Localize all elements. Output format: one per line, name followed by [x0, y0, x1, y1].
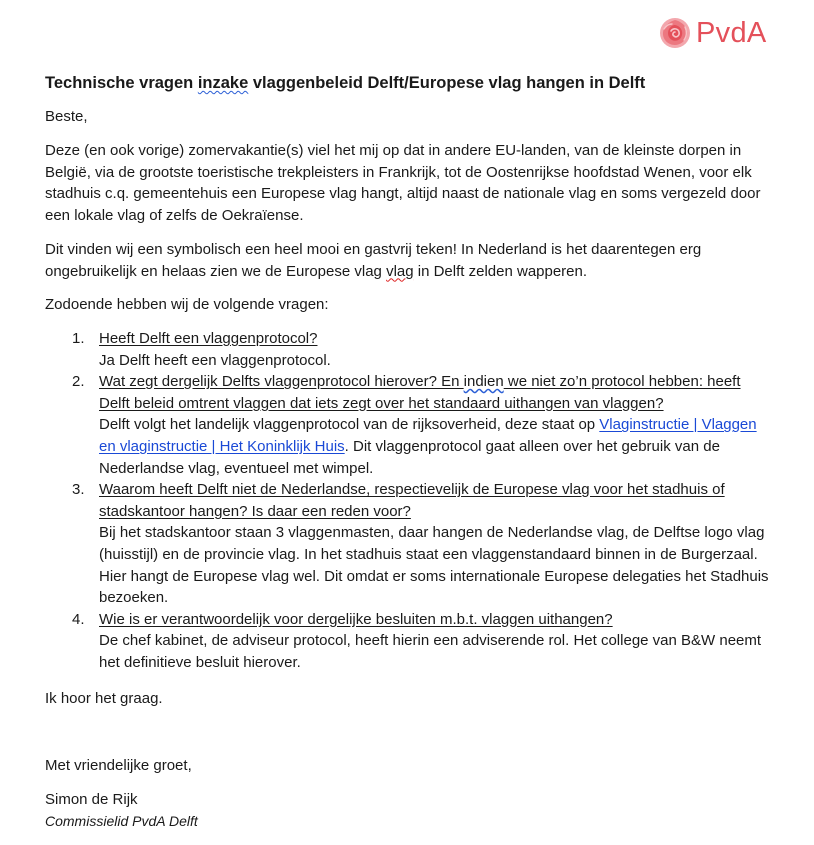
rose-icon	[658, 16, 692, 50]
question-item-1	[45, 328, 771, 371]
title-text: Technische vragen	[45, 74, 198, 92]
question-text-end: we niet zo’n protocol hebben: heeft Delft beleid omtrent vlaggen dat iets zegt over het standaard uithangen van vlaggen?	[99, 373, 741, 412]
question-spellcheck-word: indien	[463, 373, 504, 391]
question-text: Wie is er verantwoordelijk voor dergelijke besluiten m.b.t. vlaggen uithangen?	[99, 610, 613, 628]
paragraph-intro: Deze (en ook vorige) zomervakantie(s) viel het mij op dat in andere EU-landen, van de kleinste dorpen in België, via de grootste toeristische trekpleisters in Frankrijk, tot de Oostenrijkse hoofdstad Wenen, voor elk stadhuis c.q. gemeentehuis een Europese vlag hangt, altijd naast de nationale vlag en soms vergezeld door een lokale vlag of zelfs de Oekraïense.	[45, 142, 761, 224]
pvda-logo	[658, 16, 767, 50]
paragraph-text: Dit vinden wij een symbolisch een heel mooi en gastvrij teken! In Nederland is het daarentegen erg ongebruikelijk en helaas zien we de Europese vlag	[45, 241, 702, 280]
vlaginstructie-link[interactable]: Vlaginstructie | Vlaggen en vlaginstructie | Het Koninklijk Huis	[99, 416, 757, 455]
question-number: 2.	[72, 373, 85, 391]
question-text: Waarom heeft Delft niet de Nederlandse, respectievelijk de Europese vlag voor het stadhuis of stadskantoor hangen? Is daar een reden voor?	[99, 481, 725, 520]
answer-text-end: . Dit vlaggenprotocol gaat alleen over het gebruik van de Nederlandse vlag, eventueel met wimpel.	[99, 437, 720, 477]
regards-line: Met vriendelijke groet,	[45, 757, 192, 774]
title-spellcheck-word: inzake	[197, 74, 249, 92]
answer-text: De chef kabinet, de adviseur protocol, heeft hierin een adviserende rol. Het college van B&W neemt het definitieve besluit hierover.	[99, 632, 762, 671]
question-number: 4.	[72, 610, 85, 628]
question-number: 1.	[72, 330, 85, 347]
document-title	[45, 71, 771, 95]
logo-text: PvdA	[696, 17, 767, 49]
question-item-2	[45, 371, 771, 479]
questions-intro: Zodoende hebben wij de volgende vragen:	[45, 296, 329, 313]
paragraph-symbolic	[45, 239, 771, 282]
greeting: Beste,	[45, 108, 88, 125]
answer-text	[99, 414, 771, 479]
answer-text: Ja Delft heeft een vlaggenprotocol.	[99, 351, 331, 369]
signature-name: Simon de Rijk	[45, 791, 138, 808]
question-number: 3.	[72, 481, 85, 499]
question-item-4	[45, 609, 771, 674]
question-text: Heeft Delft een vlaggenprotocol?	[99, 330, 318, 347]
answer-text-start: Delft volgt het landelijk vlaggenprotocol van de rijksoverheid, deze staat op	[99, 416, 600, 434]
answer-text: Bij het stadskantoor staan 3 vlaggenmasten, daar hangen de Nederlandse vlag, de Delftse logo vlag (huisstijl) en de provincie vlag. In het stadhuis staat een vlaggenstandaard binnen in de Burgerzaal. Hier hangt de Europese vlag wel. Dit omdat er soms internationale Europese delegaties het Stadhuis bezoeken.	[99, 524, 769, 607]
spellcheck-word: vlag	[386, 262, 414, 280]
title-text-end: vlaggenbeleid Delft/Europese vlag hangen in Delft	[248, 74, 646, 92]
closing-line: Ik hoor het graag.	[45, 690, 163, 707]
question-text: Wat zegt dergelijk Delfts vlaggenprotocol hierover? En	[99, 373, 464, 391]
questions-list	[45, 328, 771, 674]
signature-role: Commissielid PvdA Delft	[45, 813, 198, 829]
question-item-3	[45, 479, 771, 609]
paragraph-text-end: in Delft zelden wapperen.	[413, 262, 588, 280]
